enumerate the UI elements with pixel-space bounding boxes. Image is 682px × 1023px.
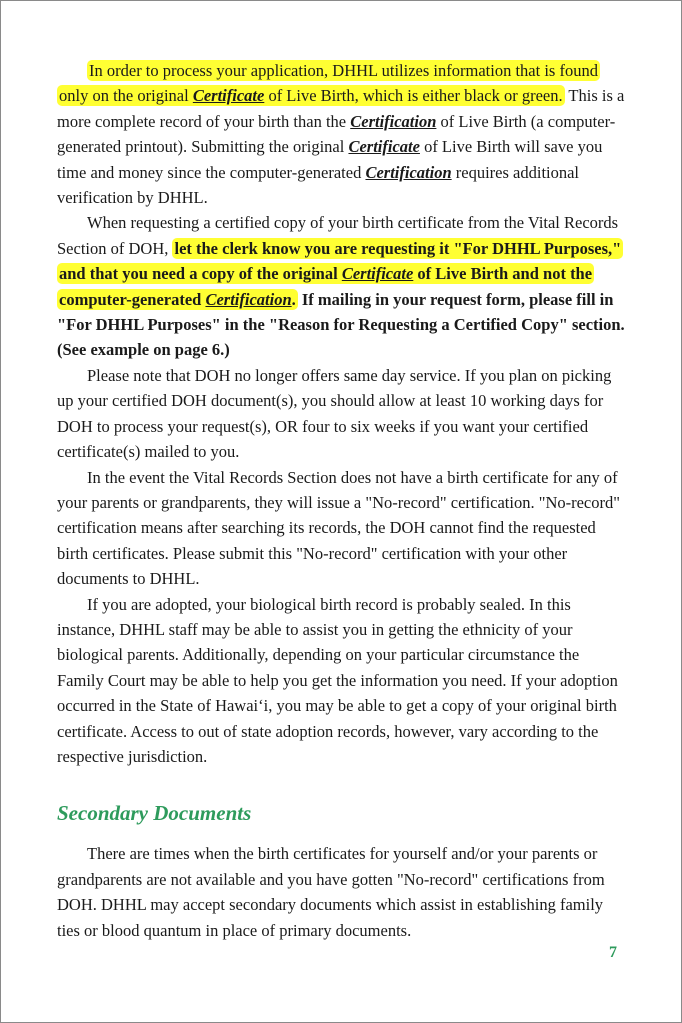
paragraph-adoption: If you are adopted, your biological birth record is probably sealed. In this instance, DHHL staff may be able to assist you in getting the ethnicity of your biological parents. Additionally, depending on your particular circumstance the Family Court may be able to help you get the information you need. If your adoption occurred in the State of Hawai‘i, you may be able to get a copy of your original birth certificate. Access to out of state adoption records, however, vary according to the respective jurisdiction.: [57, 594, 618, 766]
bold-text: If mailing in your request form, please fill in "For DHHL Purposes" in the "Reason for Requesting a Certified Copy" section. (See example on page 6.): [57, 289, 625, 360]
paragraph-text: of Live Birth will save you time and money since the computer-generated: [57, 137, 603, 182]
paragraph-requesting-copy: [57, 210, 627, 362]
paragraph-same-day-service: Please note that DOH no longer offers same day service. If you plan on picking up your certified DOH document(s), you should allow at least 10 working days for DOH to process your request(s), OR four to six weeks if you want your certified certificate(s) mailed to you.: [57, 365, 612, 462]
emphasis-certification: Certification: [350, 111, 437, 131]
emphasis-certificate: Certificate: [348, 137, 420, 157]
paragraph-text: requires additional verification by DHHL.: [57, 162, 580, 208]
emphasis-certification: Certification: [365, 162, 452, 182]
paragraph-text: When requesting a certified copy of your birth certificate from the Vital Records Section of DOH,: [57, 213, 619, 258]
emphasis-certification: Certification: [205, 289, 292, 309]
highlight-original-certificate: [57, 60, 600, 106]
paragraph-text: This is a more complete record of your birth than the: [57, 86, 625, 131]
highlighted-text: .: [291, 289, 296, 309]
highlighted-text: let the clerk know you are requesting it "For DHHL Purposes," and that you need a copy of the original: [59, 238, 622, 284]
paragraph-secondary-documents: There are times when the birth certificates for yourself and/or your parents or grandparents are not available and you have gotten "No-record" certifications from DOH. DHHL may accept secondary documents which assist in establishing family ties or blood quantum in place of primary documents.: [57, 844, 605, 940]
page-number: 7: [609, 944, 617, 961]
paragraph-no-record: In the event the Vital Records Section does not have a birth certificate for any of your parents or grandparents, they will issue a "No-record" certification. "No-record" certification means after searching its records, the DOH cannot find the requested birth certificates. Please submit this "No-record" certification with your other documents to DHHL.: [57, 467, 620, 589]
emphasis-certificate: Certificate: [192, 86, 265, 106]
paragraph-text: of Live Birth (a computer-generated printout). Submitting the original: [57, 111, 616, 157]
body-text: [57, 58, 627, 943]
section-heading: Secondary Documents: [57, 801, 252, 826]
paragraph-original-certificate: [57, 58, 627, 210]
highlighted-text: of Live Birth, which is either black or green.: [264, 86, 563, 106]
emphasis-certificate: Certificate: [341, 264, 414, 284]
highlighted-text: In order to process your application, DHHL utilizes information that is found only on the original: [59, 61, 598, 106]
highlighted-text: of Live Birth and not the computer-generated: [59, 264, 593, 309]
